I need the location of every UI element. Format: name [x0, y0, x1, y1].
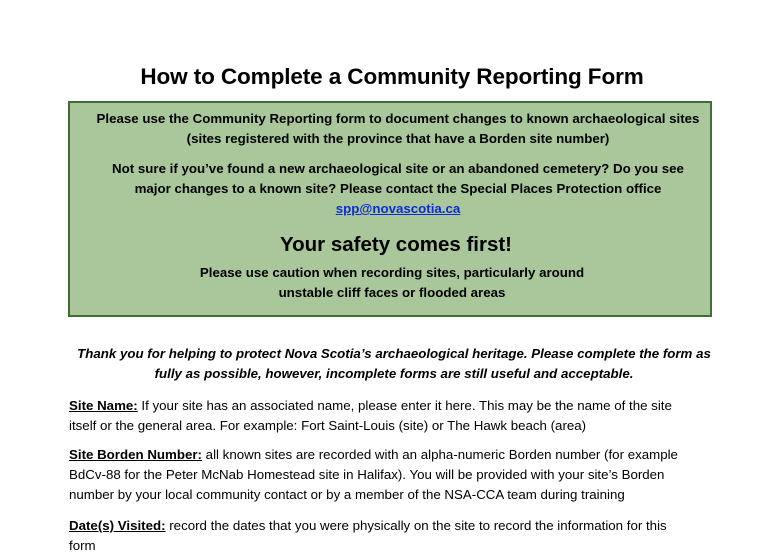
term-dates-visited: Date(s) Visited: [69, 518, 166, 533]
dates-visited-line-1: record the dates that you were physically on the site to record the information for this [165, 518, 667, 533]
intro-line-2: fully as possible, however, incomplete forms are still useful and acceptable. [154, 366, 634, 381]
page-title: How to Complete a Community Reporting Form [140, 64, 644, 89]
callout-paragraph-contact [70, 159, 726, 219]
safety-note [64, 263, 720, 303]
site-name-line-1: If your site has an associated name, please enter it here. This may be the name of the site [137, 398, 672, 413]
safety-heading: Your safety comes first! [279, 233, 513, 256]
borden-number-line-1: all known sites are recorded with an alpha-numeric Borden number (for example [201, 447, 678, 462]
intro-paragraph [64, 344, 724, 384]
dates-visited-line-2: form [69, 538, 96, 553]
borden-number-line-3: number by your local community contact or by a member of the NSA-CCA team during training [69, 487, 625, 502]
safety-note-line-1: Please use caution when recording sites, particularly around [199, 265, 585, 280]
callout-paragraph-known-sites [70, 109, 726, 149]
safety-note-line-2: unstable cliff faces or flooded areas [278, 285, 506, 300]
callout-box [68, 101, 712, 317]
borden-number-line-2: BdCv-88 for the Peter McNab Homestead site in Halifax). You will be provided with your site’s Borden [69, 467, 665, 482]
contact-email-link[interactable]: spp@novascotia.ca [335, 201, 461, 216]
intro-line-1: Thank you for helping to protect Nova Scotia’s archaeological heritage. Please complete the form as [77, 346, 711, 361]
callout-known-sites-line-1: Please use the Community Reporting form to document changes to known archaeological sites [96, 111, 700, 126]
term-site-name: Site Name: [69, 398, 138, 413]
callout-contact-line-1: Not sure if you’ve found a new archaeological site or an abandoned cemetery? Do you see [112, 161, 684, 176]
instruction-site-name [69, 396, 709, 436]
site-name-line-2: itself or the general area. For example: Fort Saint-Louis (site) or The Hawk beach (area) [69, 418, 587, 433]
term-borden-number: Site Borden Number: [69, 447, 202, 462]
instruction-dates-visited [69, 516, 709, 556]
callout-known-sites-line-2: (sites registered with the province that have a Borden site number) [186, 131, 610, 146]
callout-contact-line-2: major changes to a known site? Please contact the Special Places Protection office [134, 181, 662, 196]
instruction-borden-number [69, 445, 709, 505]
